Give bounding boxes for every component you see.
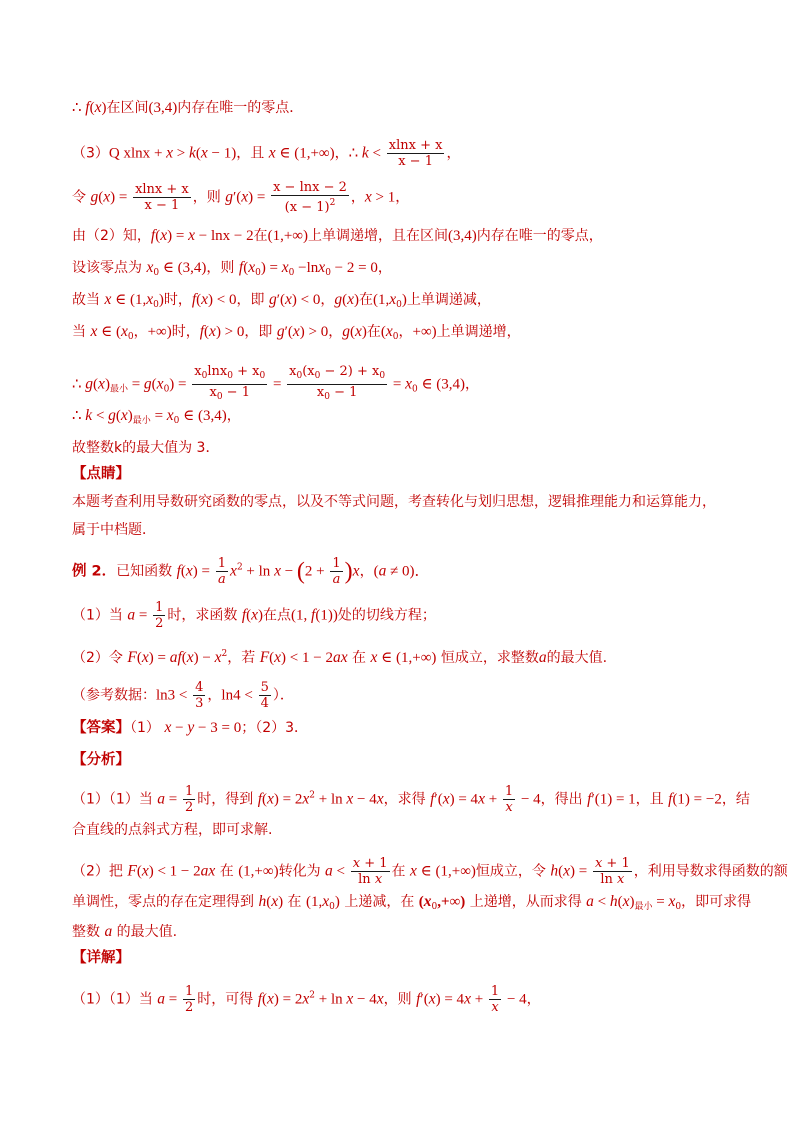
k-less-line: ∴ $k < g(x)_{最小} = x_0$ ∈ (3,4)， [72,407,241,426]
example2-q2: （2）令 $F(x) = af(x) - x^2$，若 F(x) < 1 − 2ax 在 x ∈ (1,+∞) 恒成立，求整数a的最大值. [72,649,608,666]
part3-label: （3） [72,145,109,162]
dianjing-text-1: 本题考查利用导数研究函数的零点，以及不等式问题，考查转化与划归思想，逻辑推理能力和运算能力， [72,494,716,510]
let-g-line: 令 g(x) = $\frac{xlnx + x}{x - 1}$ ，则 g′(x) = $\frac{x - \ln x - 2}{(x - 1)^2}$ ，x > 1， [72,180,410,215]
decreasing-line: 故当 x ∈ $(1,x_0)$时，f(x) < 0，即 g′(x) < 0，g(x)在$(1,x_0)$上单调递减， [72,291,491,310]
increasing-line: 当 x ∈ ($x_0$，+∞)时，f(x) > 0，即 g′(x) > 0，g(x)在($x_0$，+∞)上单调递增， [72,323,521,342]
answer-line: 【答案】（1） x − y − 3 = 0；（2）3． [72,719,309,736]
answer-heading: 【答案】 [72,720,130,736]
dianjing-heading: 【点睛】 [72,466,130,482]
analysis-p2-line1: （2）把 F(x) < 1 − 2ax 在 (1,+∞)转化为 a < $\frac{x + 1}{\text{ln x}}$ 在 x ∈ (1,+∞)恒成立，令 h(x) = $\frac{x + 1}{\text{ln x}}$ ，利用导数求得函数的额 [72,856,788,887]
from-part2-line: 由（2）知，f(x) = x − lnx − 2在(1,+∞)上单调递增，且在区间(3,4)内存在唯一的零点， [72,227,603,244]
zero-point-statement: ∴ f(x)在区间(3,4)内存在唯一的零点． [72,99,304,116]
example2-ref: （参考数据：ln3 < $\frac{4}{3}$ ，ln4 < $\frac{5}{4}$ ）． [72,680,294,711]
analysis-p1-line2: 合直线的点斜式方程，即可求解. [72,822,273,838]
gmin-line: ∴ $g(x)_{最小} = g(x_0)$ = $\frac{x_0\ln x_0 + x_0}{x_0 - 1}$ = $\frac{x_0(x_0 - 2) + x_0}{x_0 - 1}$ = $x_0$ ∈ (3,4)， [72,364,480,402]
example2-q1: （1）当 a = $\frac{1}{2}$ 时，求函数 f(x)在点(1, f(1))处的切线方程； [72,600,436,631]
dianjing-text-2: 属于中档题． [72,522,156,538]
detail-heading: 【详解】 [72,950,130,966]
analysis-heading: 【分析】 [72,752,130,768]
analysis-p1-line1: （1）（1）当 a = $\frac{1}{2}$ 时，得到 $f(x) = 2x^2 + \ln x - 4x$，求得 f′(x) = 4x + $\frac{1}{x}$ − 4，得出 f′(1) = 1，且 f(1) = −2，结 [72,784,750,815]
part3-because-line: （3）Q xlnx + x > k(x − 1)，且 x ∈ (1,+∞)，∴ k < $\frac{xlnx + x}{x - 1}$ ， [72,138,461,169]
example2-stem: 例 2．已知函数 f(x) = $\frac{1}{a}$ $x^2 + \ln x - (2$ + $\frac{1}{a}$ )x，(a ≠ 0)． [72,556,430,587]
detail-p1: （1）（1）当 a = $\frac{1}{2}$ 时，可得 $f(x) = 2x^2 + \ln x - 4x$，则 f′(x) = 4x + $\frac{1}{x}$ − 4， [72,984,541,1015]
analysis-p2-line3: 整数 a 的最大值. [72,923,178,940]
analysis-p2-line2: 单调性，零点的存在定理得到 h(x) 在 $(1,x_0)$ 上递减，在 $(x_0,+\infty)$ 上递增，从而求得 $a < h(x)_{最小} = x_0$，即可求得 [72,893,752,912]
example2-title: 例 2． [72,563,117,580]
conclusion-line [72,438,219,458]
set-zero-line: 设该零点为 $x_0$ ∈ (3,4)，则 $f(x_0) = x_0 -\ln x_0 - 2 = 0$， [72,259,392,278]
conclusion-text: 故整数k的最大值为 3． [72,440,220,456]
